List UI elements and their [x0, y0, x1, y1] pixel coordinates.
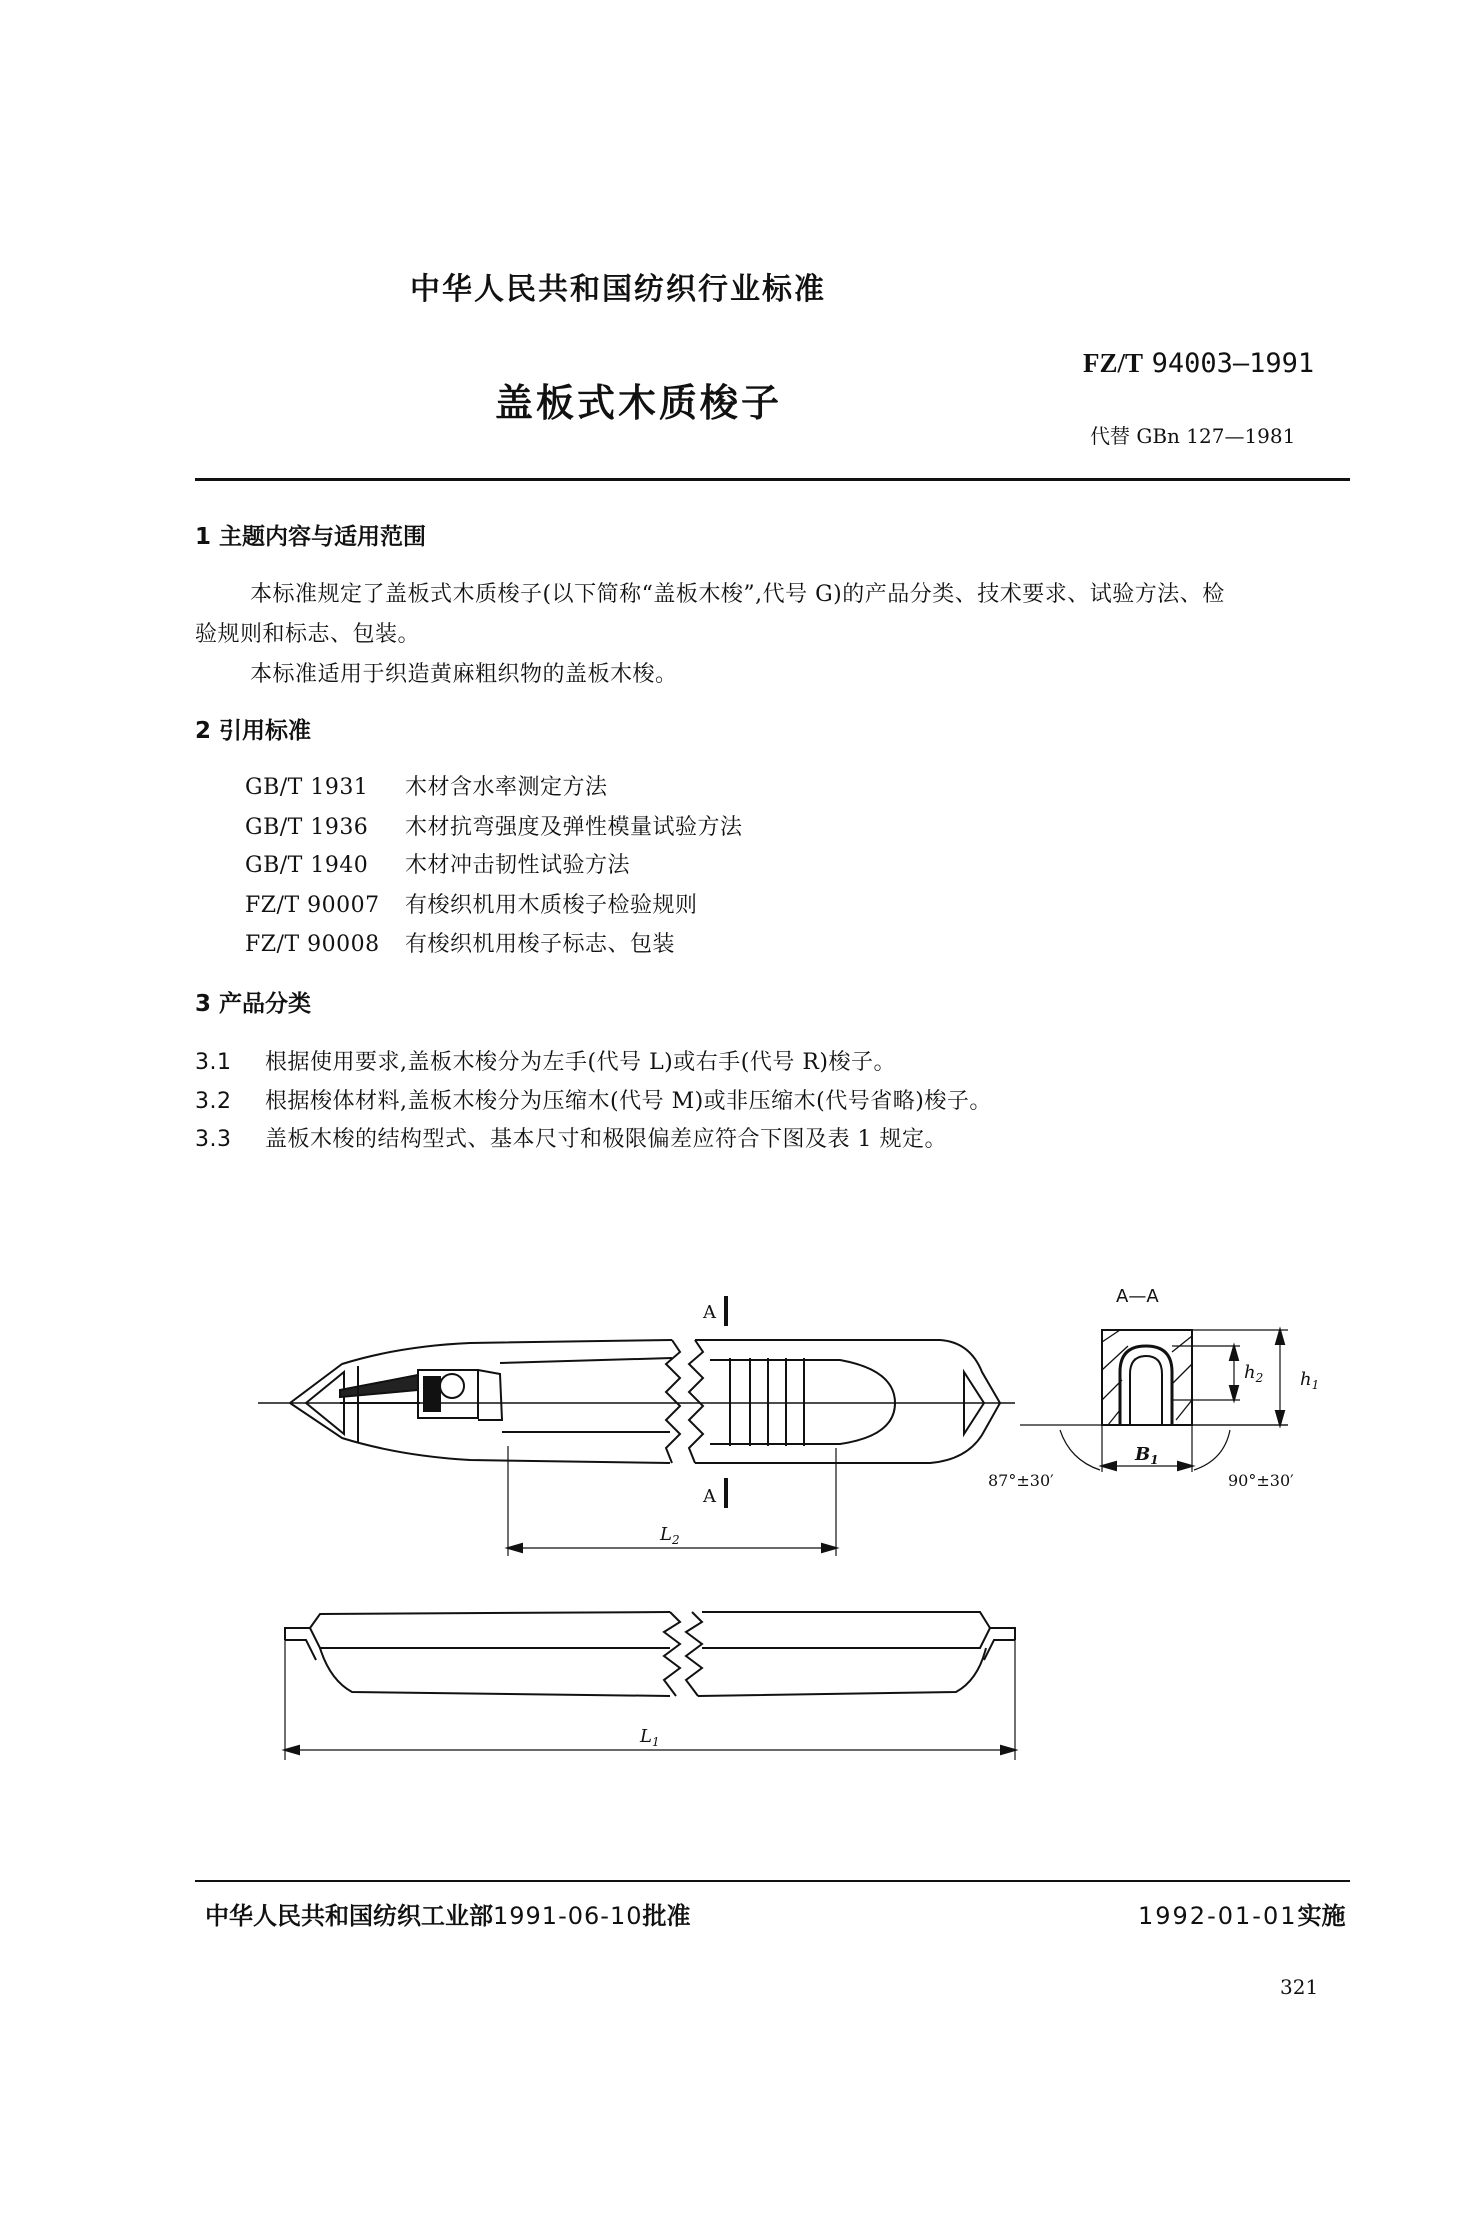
- dimension-h1: $h_1$: [1300, 1369, 1320, 1392]
- footer-divider: [195, 1880, 1350, 1882]
- clause-number: 3.1: [195, 1050, 232, 1075]
- page-number: 321: [1280, 1975, 1319, 1999]
- section-mark-top: A: [703, 1302, 716, 1323]
- reference-title: 有梭织机用梭子标志、包装: [405, 932, 676, 957]
- replaces-standard: 代替 GBn 127—1981: [1090, 424, 1296, 448]
- effective-suffix: 实施: [1297, 1902, 1346, 1930]
- angle-left-label: 87°±30′: [988, 1471, 1054, 1490]
- reference-code: GB/T 1940: [245, 853, 369, 878]
- approval-org: 中华人民共和国纺织工业部: [205, 1902, 493, 1930]
- section-1-paragraph-1-line-1: 本标准规定了盖板式木质梭子(以下简称“盖板木梭”,代号 G)的产品分类、技术要求、试验方法、检: [250, 582, 1225, 607]
- clause-text: 根据梭体材料,盖板木梭分为压缩木(代号 M)或非压缩木(代号省略)梭子。: [265, 1089, 992, 1114]
- reference-item: [245, 888, 698, 919]
- dimension-h2: $h_2$: [1244, 1362, 1264, 1385]
- clause-text: 盖板木梭的结构型式、基本尺寸和极限偏差应符合下图及表 1 规定。: [265, 1127, 947, 1152]
- reference-item: [245, 810, 743, 841]
- clause-number: 3.2: [195, 1089, 232, 1114]
- section-1-paragraph-2: 本标准适用于织造黄麻粗织物的盖板木梭。: [250, 662, 678, 687]
- angle-right-label: 90°±30′: [1228, 1471, 1294, 1490]
- dimension-l2: $L_2$: [660, 1524, 680, 1547]
- header-divider: [195, 478, 1350, 481]
- standard-number: 94003—1991: [1151, 348, 1315, 379]
- reference-code: GB/T 1936: [245, 815, 369, 840]
- reference-item: [245, 770, 608, 801]
- section-1-heading: 1 主题内容与适用范围: [195, 524, 427, 550]
- reference-item: [245, 927, 675, 958]
- issuing-organization: 中华人民共和国纺织行业标准: [410, 272, 826, 307]
- standard-code: [1083, 348, 1314, 379]
- standard-prefix: FZ/T: [1083, 348, 1144, 378]
- clause-3-3: [195, 1122, 947, 1153]
- reference-item: [245, 848, 630, 879]
- reference-title: 有梭织机用木质梭子检验规则: [405, 893, 698, 918]
- section-2-heading: 2 引用标准: [195, 718, 312, 744]
- section-mark-bottom: A: [703, 1486, 716, 1507]
- shuttle-technical-drawing: [240, 1260, 1360, 1780]
- effective-line: [1138, 1896, 1345, 1931]
- document-title: 盖板式木质梭子: [495, 381, 783, 425]
- section-3-heading: 3 产品分类: [195, 991, 312, 1017]
- clause-3-1: [195, 1045, 896, 1076]
- approval-line: [205, 1896, 690, 1931]
- reference-code: FZ/T 90008: [245, 932, 380, 957]
- cross-section-a-a: [1020, 1330, 1288, 1472]
- section-1-paragraph-1-line-2: 验规则和标志、包装。: [195, 622, 421, 647]
- dimension-l1: $L_1$: [640, 1726, 660, 1749]
- effective-date: 1992-01-01: [1138, 1902, 1298, 1930]
- reference-code: FZ/T 90007: [245, 893, 380, 918]
- approval-suffix: 批准: [642, 1902, 691, 1930]
- reference-title: 木材含水率测定方法: [405, 775, 608, 800]
- shuttle-side-view: [258, 1296, 1015, 1556]
- reference-title: 木材冲击韧性试验方法: [405, 853, 631, 878]
- reference-title: 木材抗弯强度及弹性模量试验方法: [405, 815, 743, 840]
- approval-date: 1991-06-10: [493, 1902, 643, 1930]
- section-title: A—A: [1116, 1286, 1159, 1307]
- dimension-b1: $B_1$: [1135, 1444, 1159, 1467]
- clause-text: 根据使用要求,盖板木梭分为左手(代号 L)或右手(代号 R)梭子。: [265, 1050, 896, 1075]
- clause-3-2: [195, 1084, 992, 1115]
- reference-code: GB/T 1931: [245, 775, 369, 800]
- clause-number: 3.3: [195, 1127, 232, 1152]
